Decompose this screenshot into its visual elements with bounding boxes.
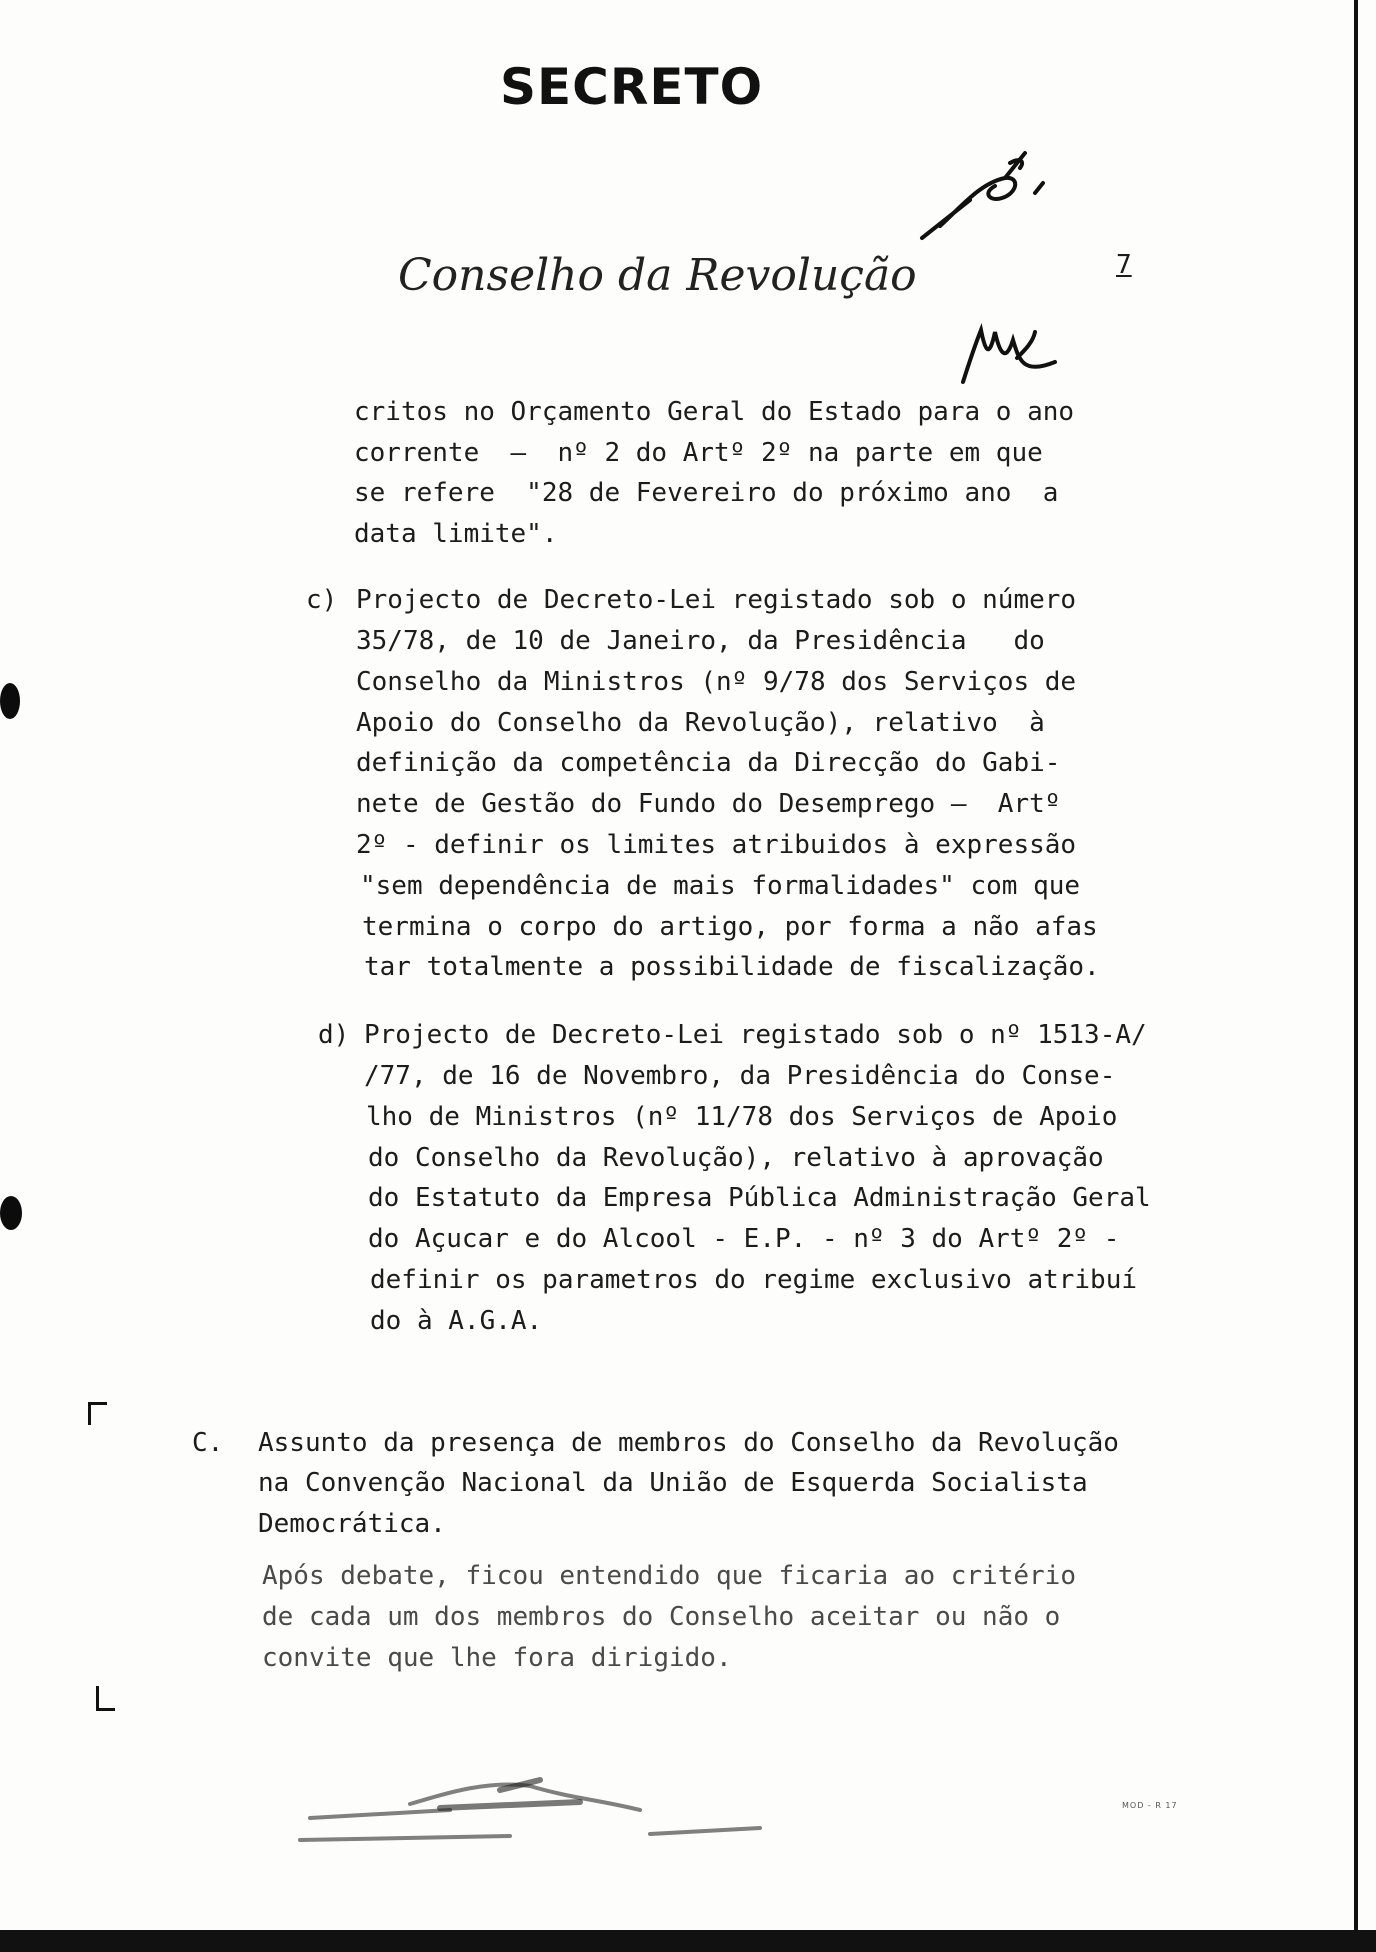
item-c-line-4: Apoio do Conselho da Revolução), relativo à [356,708,1045,738]
item-c-line-10: tar totalmente a possibilidade de fiscalização. [364,952,1100,982]
item-d-line-5: do Estatuto da Empresa Pública Administração Geral [368,1183,1151,1213]
continuation-line-3: se refere "28 de Fevereiro do próximo ano a [354,478,1059,508]
handwritten-rubric [955,320,1065,390]
margin-bracket-top [88,1402,107,1425]
item-c-line-1: Projecto de Decreto-Lei registado sob o número [356,585,1077,615]
section-c-body-line-3: convite que lhe fora dirigido. [262,1643,732,1673]
item-d-label: d) [318,1020,350,1050]
section-c-label: C. [192,1428,224,1458]
item-c-line-7: 2º - definir os limites atribuidos à expressão [356,830,1077,860]
item-d-line-1: Projecto de Decreto-Lei registado sob o nº 1513-A/ [364,1020,1147,1050]
item-d-line-4: do Conselho da Revolução), relativo à aprovação [368,1143,1104,1173]
item-c-line-8: "sem dependência de mais formalidades" com que [360,871,1081,901]
section-c-title-line-3: Democrática. [258,1509,446,1539]
item-d-line-7: definir os parametros do regime exclusivo atribuí [370,1265,1138,1295]
binder-hole-top [0,683,20,719]
item-c-line-6: nete de Gestão do Fundo do Desemprego — Artº [356,789,1061,819]
letterhead-title: Conselho da Revolução [398,250,917,301]
section-c-title-line-2: na Convenção Nacional da União de Esquerda Socialista [258,1468,1088,1498]
bottom-page-edge [0,1930,1376,1952]
section-c-title-line-1: Assunto da presença de membros do Conselho da Revolução [258,1428,1119,1458]
item-d-line-6: do Açucar e do Alcool - E.P. - nº 3 do Artº 2º - [368,1224,1120,1254]
continuation-line-1: critos no Orçamento Geral do Estado para o ano [354,397,1075,427]
handwritten-initials-top [910,138,1070,248]
item-c-line-9: termina o corpo do artigo, por forma a não afas [362,912,1098,942]
section-c-body-line-2: de cada um dos membros do Conselho aceitar ou não o [262,1602,1061,1632]
binder-hole-bottom [0,1196,22,1230]
form-code: MOD - R 17 [1122,1801,1178,1810]
page-number: 7 [1116,250,1132,280]
continuation-line-4: data limite". [354,519,558,549]
section-c-body-line-1: Após debate, ficou entendido que ficaria ao critério [262,1561,1076,1591]
item-c-line-3: Conselho da Ministros (nº 9/78 dos Serviços de [356,667,1077,697]
margin-bracket-bottom [96,1686,115,1711]
classification-stamp: SECRETO [500,58,764,116]
item-d-line-2: /77, de 16 de Novembro, da Presidência do Conse- [364,1061,1116,1091]
continuation-line-2: corrente — nº 2 do Artº 2º na parte em que [354,438,1043,468]
scan-smudge-bottom [280,1740,820,1850]
item-c-label: c) [306,585,338,615]
item-c-line-5: definição da competência da Direcção do Gabi- [356,748,1061,778]
right-page-edge [1354,0,1358,1930]
item-d-line-3: lho de Ministros (nº 11/78 dos Serviços de Apoio [366,1102,1118,1132]
item-d-line-8: do à A.G.A. [370,1306,543,1336]
item-c-line-2: 35/78, de 10 de Janeiro, da Presidência do [356,626,1045,656]
